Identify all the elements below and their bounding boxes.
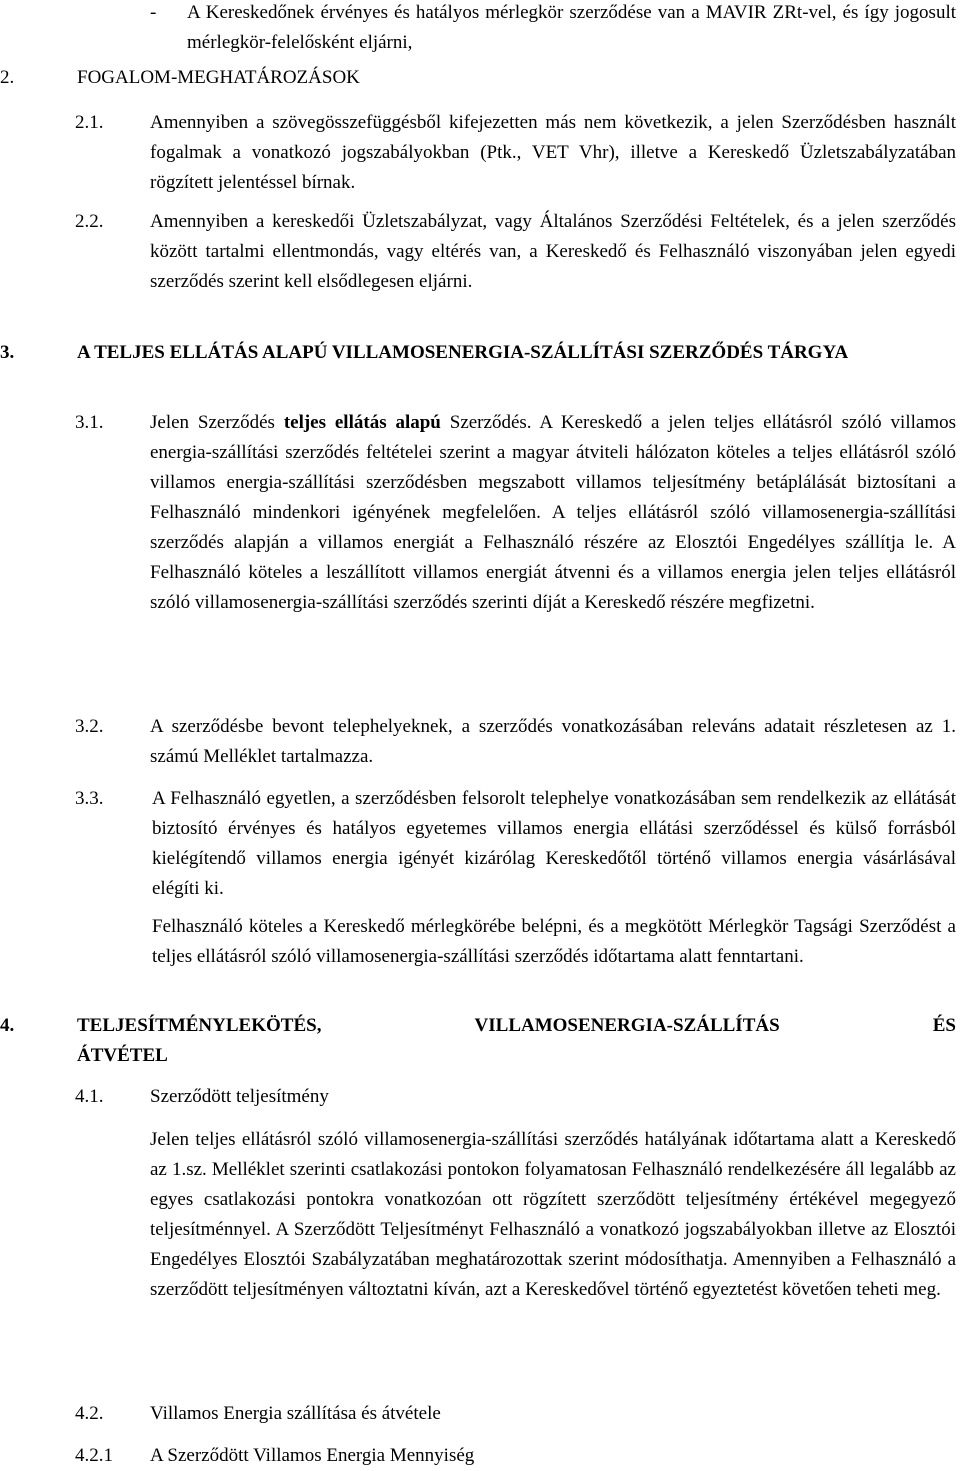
paragraph-4-1-body <box>150 1125 956 1305</box>
paragraph-4-2-title: Villamos Energia szállítása és átvétele <box>150 1403 441 1424</box>
paragraph-4-2-1-number: 4.2.1 <box>75 1445 113 1466</box>
section-2-number: 2. <box>0 67 15 88</box>
paragraph-2-1-number: 2.1. <box>75 112 104 133</box>
paragraph-3-3-continuation <box>152 912 956 972</box>
section-4-heading-line-1 <box>0 1011 956 1041</box>
paragraph-4-2-1-title: A Szerződött Villamos Energia Mennyiség <box>150 1445 475 1466</box>
section-3-number: 3. <box>0 342 15 363</box>
section-4-title-part-2: VILLAMOSENERGIA-SZÁLLÍTÁS <box>474 1015 780 1036</box>
paragraph-2-2-number: 2.2. <box>75 211 104 232</box>
section-4-heading <box>0 1011 956 1071</box>
paragraph-3-1-rest: Szerződés. A Kereskedő a jelen teljes ellátásról szóló villamos energia-szállítási szerződés feltételei szerint a magyar átviteli hálózaton köteles a teljes ellátásról szóló villamos energia-szállítási szerződésben megszabott villamos teljesítmény betáplálását biztosítani a Felhasználó mindenkori igényének megfelelően. A teljes ellátásról szóló villamosenergia-szállítási szerződés alapján a villamos energiát a Felhasználó részére az Elosztói Engedélyes szállítja le. A Felhasználó köteles a leszállított villamos energiát átvenni és a villamos energia jelen teljes ellátásról szóló villamosenergia-szállítási szerződés szerinti díját a Kereskedő részére megfizetni. <box>150 412 956 613</box>
paragraph-3-2-text: A szerződésbe bevont telephelyeknek, a szerződés vonatkozásában releváns adatait részletesen az 1. számú Melléklet tartalmazza. <box>150 716 956 767</box>
section-2-heading <box>0 63 956 93</box>
paragraph-3-3-text: A Felhasználó egyetlen, a szerződésben felsorolt telephelye vonatkozásában sem rendelkezik az ellátását biztosító érvényes és hatályos egyetemes villamos energia ellátási szerződéssel és külső forrásból kielégítendő villamos energia igényét kizárólag Kereskedőtől történő villamos energia vásárlásával elégíti ki. <box>152 788 956 899</box>
paragraph-3-1-bold: teljes ellátás alapú <box>283 412 441 433</box>
paragraph-2-1-text: Amennyiben a szövegösszefüggésből kifejezetten más nem következik, a jelen Szerződésben használt fogalmak a vonatkozó jogszabályokban (Ptk., VET Vhr), illetve a Kereskedő Üzletszabályzatában rögzített jelentéssel bírnak. <box>150 112 956 193</box>
paragraph-4-2-heading <box>75 1399 956 1429</box>
section-3-title: A TELJES ELLÁTÁS ALAPÚ VILLAMOSENERGIA-SZÁLLÍTÁSI SZERZŐDÉS TÁRGYA <box>77 342 849 363</box>
section-2-title: FOGALOM-MEGHATÁROZÁSOK <box>77 67 360 88</box>
section-4-title-part-3: ÉS <box>932 1015 956 1036</box>
paragraph-3-1 <box>75 408 956 618</box>
paragraph-3-1-lead: Jelen Szerződés <box>150 412 284 433</box>
paragraph-2-2 <box>75 207 956 297</box>
paragraph-4-2-1-heading <box>75 1441 956 1471</box>
bullet-marker: - <box>150 2 157 23</box>
intro-bullet <box>150 0 956 58</box>
paragraph-3-2 <box>75 712 956 772</box>
paragraph-4-1-title: Szerződött teljesítmény <box>150 1086 329 1107</box>
section-3-heading <box>0 338 956 368</box>
section-4-number: 4. <box>0 1015 15 1036</box>
paragraph-3-3-continuation-text: Felhasználó köteles a Kereskedő mérlegkörébe belépni, és a megkötött Mérlegkör Tagsági Szerződést a teljes ellátásról szóló villamosenergia-szállítási szerződés időtartama alatt fenntartani. <box>152 916 956 967</box>
paragraph-4-1-number: 4.1. <box>75 1086 104 1107</box>
section-4-title-line-2: ÁTVÉTEL <box>77 1045 168 1066</box>
paragraph-3-1-number: 3.1. <box>75 412 104 433</box>
paragraph-3-3 <box>75 784 956 904</box>
paragraph-3-3-number: 3.3. <box>75 788 104 809</box>
paragraph-2-1 <box>75 108 956 198</box>
paragraph-2-2-text: Amennyiben a kereskedői Üzletszabályzat, vagy Általános Szerződési Feltételek, és a jelen szerződés között tartalmi ellentmondás, vagy eltérés van, a Kereskedő és Felhasználó viszonyában jelen egyedi szerződés szerint kell elsődlegesen eljárni. <box>150 211 956 292</box>
paragraph-3-2-number: 3.2. <box>75 716 104 737</box>
paragraph-3-1-text <box>150 408 956 618</box>
section-4-title-part-1: TELJESÍTMÉNYLEKÖTÉS, <box>77 1015 322 1036</box>
paragraph-4-1-text: Jelen teljes ellátásról szóló villamosenergia-szállítási szerződés hatályának időtartama alatt a Kereskedő az 1.sz. Melléklet szerinti csatlakozási pontokon folyamatosan Felhasználó rendelkezésére áll legalább az egyes csatlakozási pontokra vonatkozóan ott rögzített szerződött teljesítmény értékével megegyező teljesítménnyel. A Szerződött Teljesítményt Felhasználó a vonatkozó jogszabályokban illetve az Elosztói Engedélyes Elosztói Szabályzatában meghatározottak szerint módosíthatja. Amennyiben a Felhasználó a szerződött teljesítményen változtatni kíván, azt a Kereskedővel történő egyeztetést követően teheti meg. <box>150 1129 956 1300</box>
paragraph-4-1-heading <box>75 1082 956 1112</box>
intro-bullet-text: A Kereskedőnek érvényes és hatályos mérlegkör szerződése van a MAVIR ZRt-vel, és így jogosult mérlegkör-felelősként eljárni, <box>187 2 956 53</box>
paragraph-4-2-number: 4.2. <box>75 1403 104 1424</box>
